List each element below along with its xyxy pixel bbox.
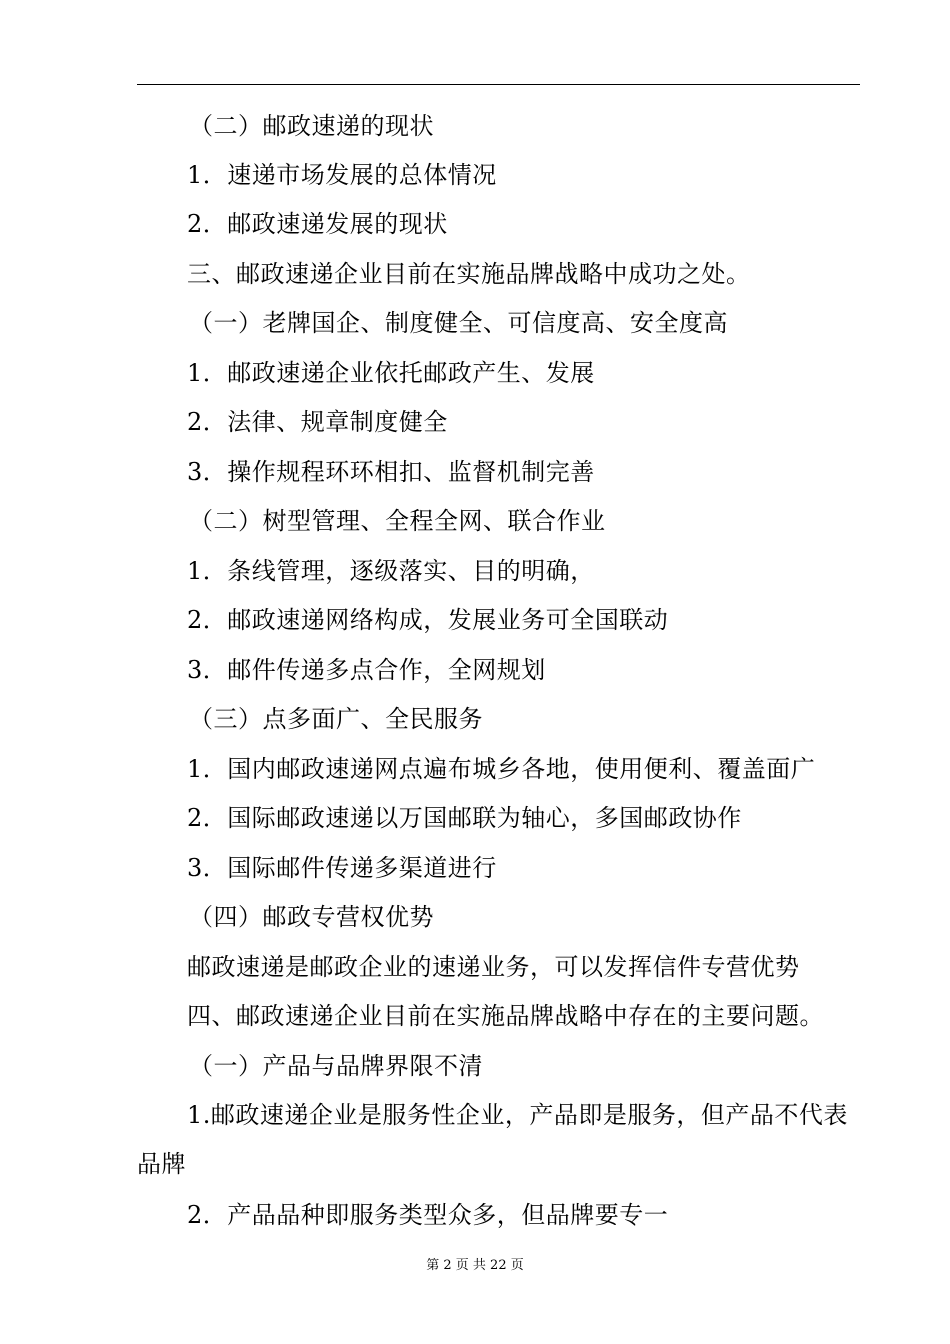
subheading: （三）点多面广、全民服务 — [189, 705, 483, 733]
subheading: （一）老牌国企、制度健全、可信度高、安全度高 — [189, 309, 728, 337]
paragraph-line-continued: 品牌 — [137, 1150, 186, 1178]
header-rule — [137, 84, 860, 85]
section-heading-4: 四、邮政速递企业目前在实施品牌战略中存在的主要问题。 — [187, 1002, 824, 1030]
page-footer: 第 2 页 共 22 页 — [426, 1258, 524, 1273]
paragraph: 邮政速递是邮政企业的速递业务，可以发挥信件专营优势 — [187, 953, 800, 981]
list-item: 2．邮政速递网络构成，发展业务可全国联动 — [187, 606, 669, 634]
subheading: （四）邮政专营权优势 — [189, 903, 434, 931]
list-item: 1．国内邮政速递网点遍布城乡各地，使用便利、覆盖面广 — [187, 755, 816, 783]
list-item: 1．条线管理，逐级落实、目的明确， — [187, 557, 595, 585]
list-item: 2．法律、规章制度健全 — [187, 408, 448, 436]
list-item: 2．邮政速递发展的现状 — [187, 210, 448, 238]
subheading-2-status: （二）邮政速递的现状 — [189, 112, 434, 140]
list-item: 3．操作规程环环相扣、监督机制完善 — [187, 458, 595, 486]
section-heading-3: 三、邮政速递企业目前在实施品牌战略中成功之处。 — [187, 260, 751, 288]
list-item: 3．邮件传递多点合作，全网规划 — [187, 656, 546, 684]
paragraph-line: 1.邮政速递企业是服务性企业，产品即是服务，但产品不代表 — [187, 1101, 848, 1129]
list-item: 1．邮政速递企业依托邮政产生、发展 — [187, 359, 595, 387]
subheading: （一）产品与品牌界限不清 — [189, 1052, 483, 1080]
list-item: 3．国际邮件传递多渠道进行 — [187, 854, 497, 882]
list-item: 2．产品品种即服务类型众多，但品牌要专一 — [187, 1201, 669, 1229]
list-item: 1．速递市场发展的总体情况 — [187, 161, 497, 189]
subheading: （二）树型管理、全程全网、联合作业 — [189, 507, 606, 535]
list-item: 2．国际邮政速递以万国邮联为轴心，多国邮政协作 — [187, 804, 742, 832]
